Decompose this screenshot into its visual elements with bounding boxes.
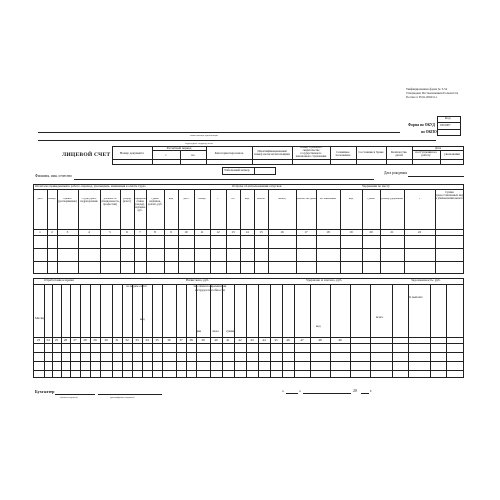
table-two-divider — [282, 284, 283, 378]
table-one-group-deductions: Удержания по месту — [362, 184, 390, 188]
table-two-col-number: 36 — [167, 338, 171, 342]
table-two-group-worked: Отработанное время — [44, 278, 74, 282]
name-label: Фамилия, имя, отчество — [35, 174, 72, 178]
org-caption: наименование организации — [190, 134, 218, 137]
table-one-col-header: номер — [48, 198, 56, 200]
table-one-col-header: количество дней — [296, 198, 316, 200]
table-one-col-number: 8 — [154, 230, 156, 234]
table-one-col-number: 3 — [66, 230, 69, 234]
table-two-divider — [80, 284, 81, 378]
table-one-col-header: сумма — [367, 198, 375, 200]
table-one-col-header: приказ (распоряжение) — [58, 198, 77, 203]
table-one-col-header: вид — [244, 198, 250, 200]
table-one-col-number: 20 — [369, 230, 373, 234]
okud-value: 0301007 — [440, 123, 451, 127]
table-two-col-number: 40 — [214, 338, 218, 342]
table-two-col-number: 47 — [300, 338, 304, 342]
table-two-divider — [142, 284, 143, 378]
table-two-group-debt: Задолженность, руб. — [411, 278, 441, 282]
month-line — [303, 393, 351, 394]
table-two-month: Месяц — [35, 316, 44, 320]
table-one-divider — [435, 189, 436, 274]
table-two-col-number: 37 — [179, 338, 183, 342]
okud-label: Форма по ОКУД — [408, 123, 435, 127]
table-two-sum: сумма — [226, 329, 235, 333]
table-two-col-number: 25 — [54, 338, 59, 342]
table-two-group-accrued: Начислено, руб. — [186, 278, 210, 282]
table-two-col-number: 45 — [274, 338, 278, 342]
table-one-col-number: 12 — [216, 230, 220, 234]
table-two-col-number: 32 — [125, 338, 129, 342]
doc-number-label: Номер документа — [120, 152, 144, 155]
quote-close: » — [299, 389, 301, 393]
code-label: Код — [445, 116, 451, 120]
table-two-divider — [234, 284, 235, 378]
table-two-divider — [152, 284, 153, 378]
table-two-col-number: 49 — [338, 338, 342, 342]
birth-label: Дата рождения — [384, 171, 407, 175]
table-one-col-header: начало — [256, 198, 266, 200]
table-one-col-number: 5 — [109, 230, 111, 234]
table-two-divider — [294, 284, 295, 378]
okpo-label: по ОКПО — [421, 130, 437, 134]
table-two-group-deducted: Удержано и зачтено, руб. — [306, 278, 343, 282]
table-two-divider — [122, 284, 123, 378]
table-one-col-header: по — [231, 198, 235, 200]
table-two-col-number: 24 — [46, 338, 50, 342]
table-two-col-number: 29 — [93, 338, 97, 342]
table-two-divider — [112, 284, 113, 378]
document-title: ЛИЦЕВОЙ СЧЕТ — [62, 152, 111, 158]
table-one-col-number: 4 — [88, 230, 90, 234]
tab-number-label: Табельный номер — [224, 168, 250, 172]
table-two-divider — [408, 284, 409, 378]
decode-line — [98, 394, 162, 395]
year-line — [361, 393, 369, 394]
table-one-col-number: 21 — [390, 230, 394, 234]
signature-line — [55, 394, 95, 395]
table-two-col-number: 31 — [115, 338, 119, 342]
table-two-benefits: пособия по временной нетрудоспособности — [193, 285, 227, 292]
table-two-total: всего — [376, 315, 384, 319]
table-one-col-number: 6 — [126, 230, 128, 234]
category-label: Категория персонала — [214, 152, 244, 155]
marital-label: Семейное положение — [335, 151, 351, 158]
table-two-divider — [132, 284, 133, 378]
table-one-col-header: вид — [348, 198, 354, 200]
period-from: с — [165, 154, 167, 157]
table-two-code-2: код — [316, 324, 321, 328]
table-one-col-number: 9 — [170, 230, 172, 234]
table-one-col-number: 22 — [417, 230, 422, 234]
table-two-divider — [350, 284, 351, 378]
table-two-col-number: 35 — [155, 338, 159, 342]
unit-line — [38, 140, 436, 141]
year-suffix: г. — [370, 389, 373, 393]
form-ref-line-2: Утверждена Постановлением Госкомстата — [406, 91, 459, 95]
table-one-group-total: Сумма предоставленных мер к уменьшения вычета — [435, 191, 464, 201]
table-two-col-number: 26 — [63, 338, 68, 342]
table-one-col-number: 18 — [326, 230, 330, 234]
table-one-col-header: с — [418, 198, 421, 200]
table-two-divider — [70, 284, 71, 378]
table-one-col-number: 19 — [349, 230, 353, 234]
table-two-days: дни — [196, 329, 202, 333]
table-two-col-number: 48 — [318, 338, 322, 342]
pension-label: Номер страхового свидетельства государственного пенсионного страхования — [295, 147, 327, 158]
unit-caption: структурное подразделение — [185, 142, 214, 145]
table-two-divider — [330, 284, 331, 378]
marriage-label: Состояние в браке — [358, 151, 384, 154]
table-two-divider — [370, 284, 371, 378]
table-two-hours: часы — [212, 329, 219, 333]
day-line — [286, 393, 298, 394]
table-one-group-vacation: Отпуска об использовании отпусков — [232, 184, 282, 188]
table-one-col-number: 17 — [304, 230, 308, 234]
table-two-col-number: 44 — [262, 338, 266, 342]
table-two-col-number: 28 — [83, 338, 87, 342]
children-label: Количество детей — [391, 151, 407, 158]
decode-caption: (расшифровка подписи) — [110, 396, 135, 399]
table-two-col-number: 34 — [145, 338, 149, 342]
table-one-col-header: должность (специальность, профессия) — [100, 198, 120, 206]
table-one-col-header: дата — [183, 198, 189, 200]
table-one-col-header: размер удержания — [381, 198, 403, 200]
table-one-col-number: 13 — [231, 230, 235, 234]
table-two-divider — [310, 284, 311, 378]
accountant-label: Бухгалтер — [35, 389, 55, 394]
table-one-col-number: 16 — [280, 230, 284, 234]
table-one-col-number: 11 — [200, 230, 204, 234]
table-one-col-header: номер — [198, 198, 206, 200]
form-ref-line-1: Унифицированная форма № Т-54 — [406, 87, 447, 91]
table-two-divider — [222, 284, 223, 378]
org-line — [38, 132, 400, 133]
table-two-col-number: 33 — [135, 338, 139, 342]
table-one-col-number: 7 — [139, 230, 141, 234]
table-two-divider — [176, 284, 177, 378]
id-label: Идентификационный номер налогоплательщика — [254, 150, 290, 157]
table-one-col-number: 14 — [245, 230, 249, 234]
table-two-col-number: 30 — [104, 338, 108, 342]
table-one-col-number: 1 — [39, 230, 41, 234]
table-two-col-number: 42 — [238, 338, 242, 342]
form-ref-line-3: России от 05.01.2004 № 1 — [406, 95, 438, 99]
table-two-by-type: по видам оплат — [126, 284, 147, 288]
table-two-divider — [90, 284, 91, 378]
table-one-col-number: 2 — [51, 230, 53, 234]
table-one-col-number: 15 — [259, 230, 263, 234]
table-one-col-header: тарифная ставка (оклад), надбавка, руб. — [134, 198, 146, 212]
table-one-group-main: Оплата/ко приведенный к работе, перевод, увольнение, изменения в оплате труда — [35, 184, 146, 188]
table-two-col-number: 43 — [250, 338, 254, 342]
year-label: 20 — [353, 389, 357, 393]
table-one-col-header: структурное подразделение — [80, 198, 98, 203]
table-two-divider — [246, 284, 247, 378]
table-two-divider — [61, 284, 62, 378]
name-line — [74, 179, 374, 180]
table-two-divider — [52, 284, 53, 378]
table-two-divider — [258, 284, 259, 378]
table-two-pay: К выплате — [409, 296, 423, 299]
dismiss-label: увольнения — [444, 153, 460, 156]
table-two-code-1: код — [140, 317, 145, 321]
table-two-divider — [270, 284, 271, 378]
table-two-divider — [100, 284, 101, 378]
table-one-col-header: дата — [37, 198, 43, 200]
table-two-col-number: 41 — [226, 338, 230, 342]
table-one-col-header: сумма надбавок, доплат, руб. — [147, 198, 163, 206]
table-two — [33, 278, 464, 378]
hire-label: поступления на работу — [415, 151, 437, 158]
table-two-col-number: 27 — [73, 338, 77, 342]
table-one-col-header: вид — [168, 198, 174, 200]
period-label: Расчетный период — [166, 146, 192, 150]
sign-caption: (личная подпись) — [60, 396, 78, 399]
table-one-col-header: разряд (класс) — [122, 198, 132, 203]
table-one-col-header: по заявлению — [319, 198, 337, 200]
table-two-divider — [430, 284, 431, 378]
table-two-divider — [210, 284, 211, 378]
table-two-divider — [196, 284, 197, 378]
table-two-col-number: 39 — [201, 338, 205, 342]
table-two-col-number: 38 — [189, 338, 193, 342]
quote-open: « — [282, 389, 284, 393]
table-two-divider — [162, 284, 163, 378]
table-two-divider — [392, 284, 393, 378]
table-two-col-number: 23 — [36, 338, 41, 342]
table-one-col-header: с — [217, 198, 219, 200]
period-to: по — [191, 154, 195, 157]
table-one-col-number: 10 — [184, 230, 188, 234]
table-two-divider — [44, 284, 45, 378]
table-two-divider — [186, 284, 187, 378]
table-one-col-header: конец — [278, 198, 286, 200]
birth-line — [408, 176, 464, 177]
table-two-col-number: 46 — [286, 338, 290, 342]
table-two-divider — [446, 284, 447, 378]
date-label: Дата — [434, 146, 442, 150]
